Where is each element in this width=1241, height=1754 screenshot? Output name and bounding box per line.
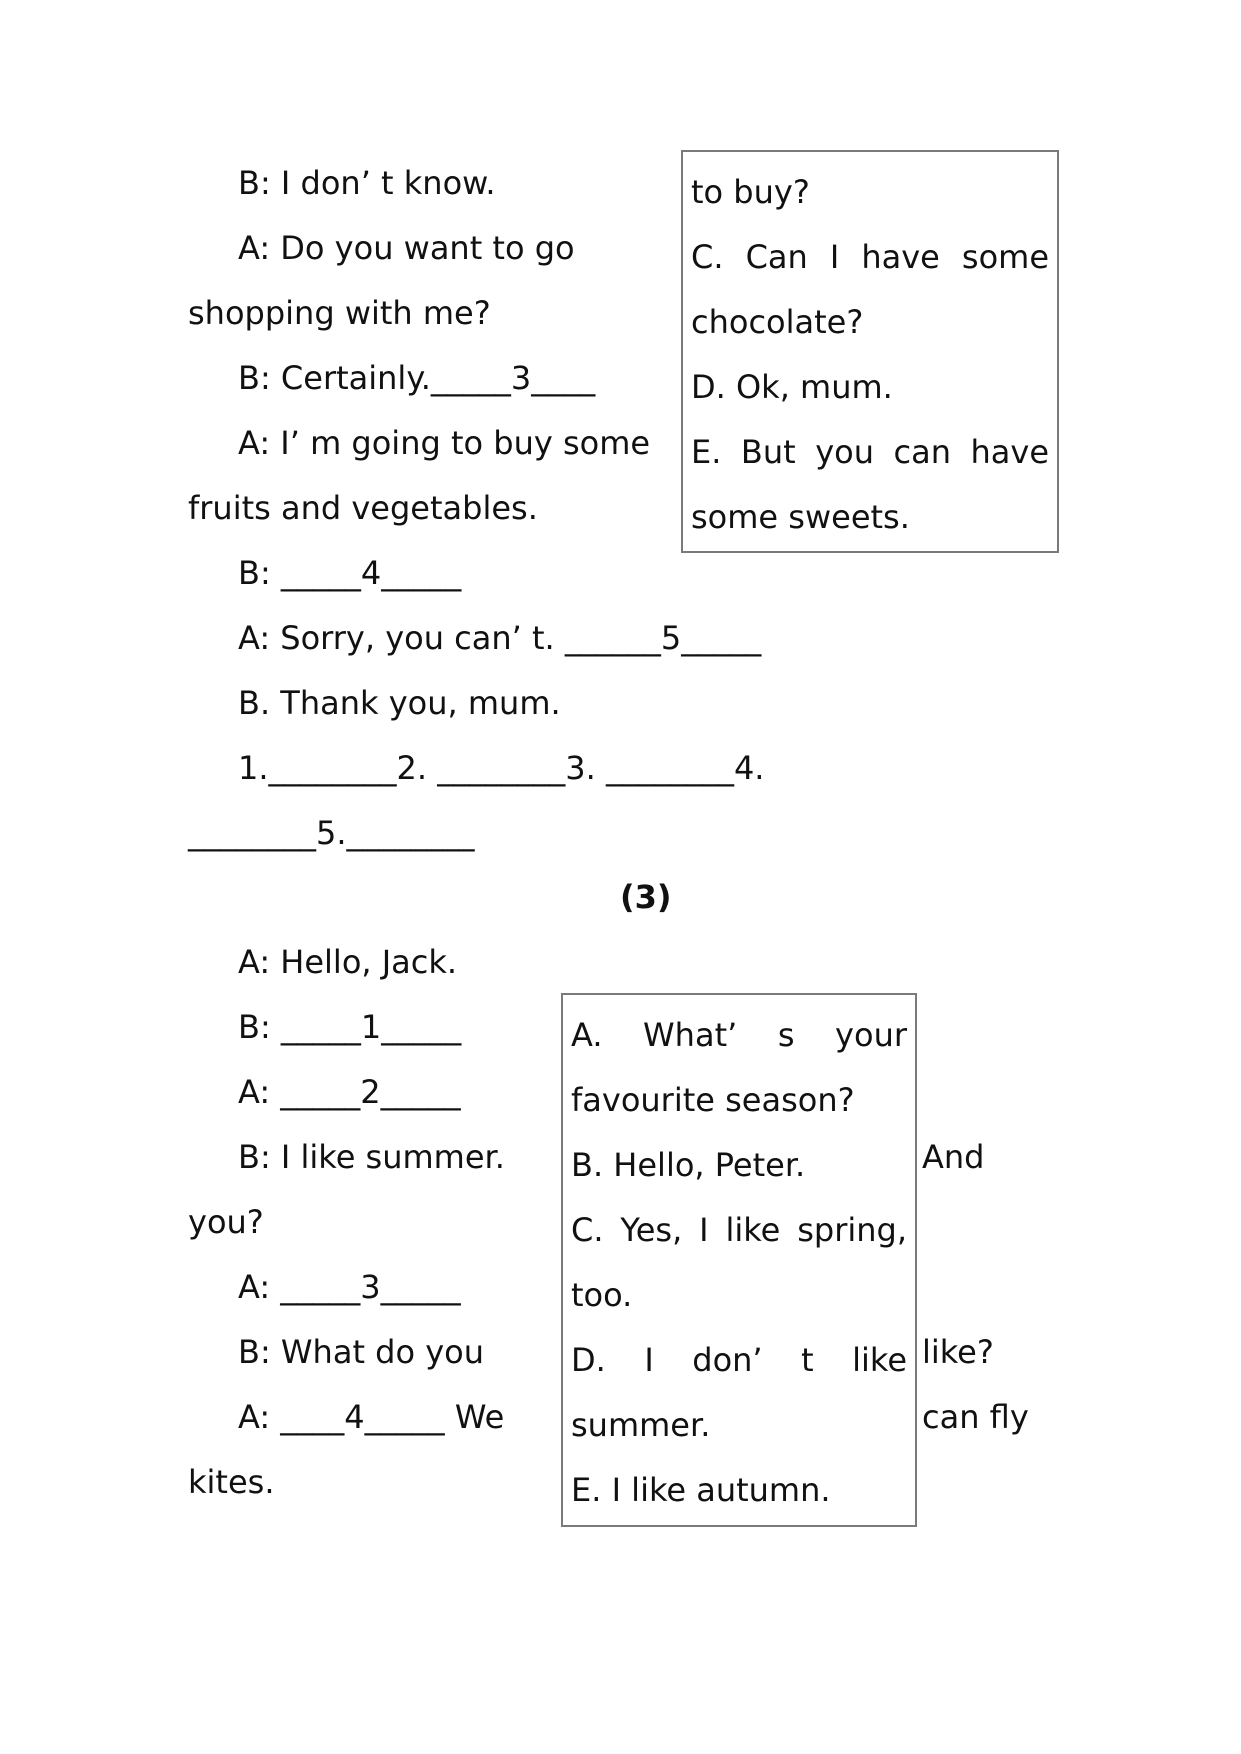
- dialogue-line: B: _____1_____: [238, 1008, 462, 1046]
- dialogue-line: B: _____4_____: [238, 554, 462, 592]
- dialogue-line: A: Hello, Jack.: [238, 943, 458, 981]
- dialogue-line: B: I don’ t know.: [238, 164, 496, 202]
- option-text: A. What’ s your: [571, 1016, 907, 1054]
- dialogue-fragment: can fly: [922, 1398, 1029, 1436]
- option-text: E. I like autumn.: [571, 1471, 831, 1509]
- dialogue-line: B: What do you: [238, 1333, 485, 1371]
- option-text: to buy?: [691, 173, 810, 211]
- options-box: [681, 150, 1059, 553]
- option-text: some sweets.: [691, 498, 910, 536]
- option-text: too.: [571, 1276, 633, 1314]
- option-text: summer.: [571, 1406, 711, 1444]
- dialogue-line: A: ____4_____ We: [238, 1398, 505, 1436]
- dialogue-line: A: I’ m going to buy some: [238, 424, 651, 462]
- option-text: C. Can I have some: [691, 238, 1049, 276]
- option-text: favourite season?: [571, 1081, 855, 1119]
- answer-blanks: 1.________2. ________3. ________4.: [238, 749, 765, 787]
- dialogue-line: shopping with me?: [188, 294, 491, 332]
- dialogue-fragment: like?: [922, 1333, 994, 1371]
- dialogue-line: you?: [188, 1203, 264, 1241]
- dialogue-line: B: I like summer.: [238, 1138, 505, 1176]
- dialogue-line: A: Sorry, you can’ t. ______5_____: [238, 619, 762, 657]
- option-text: D. I don’ t like: [571, 1341, 907, 1379]
- option-text: D. Ok, mum.: [691, 368, 893, 406]
- answer-blanks: ________5.________: [188, 814, 475, 852]
- option-text: E. But you can have: [691, 433, 1049, 471]
- dialogue-line: B. Thank you, mum.: [238, 684, 561, 722]
- options-box: [561, 993, 917, 1527]
- dialogue-line: kites.: [188, 1463, 275, 1501]
- section-heading: (3): [620, 878, 672, 916]
- dialogue-line: fruits and vegetables.: [188, 489, 538, 527]
- dialogue-line: B: Certainly._____3____: [238, 359, 596, 397]
- dialogue-fragment: And: [922, 1138, 985, 1176]
- dialogue-line: A: _____2_____: [238, 1073, 461, 1111]
- option-text: C. Yes, I like spring,: [571, 1211, 907, 1249]
- option-text: chocolate?: [691, 303, 864, 341]
- dialogue-line: A: Do you want to go: [238, 229, 575, 267]
- option-text: B. Hello, Peter.: [571, 1146, 806, 1184]
- dialogue-line: A: _____3_____: [238, 1268, 461, 1306]
